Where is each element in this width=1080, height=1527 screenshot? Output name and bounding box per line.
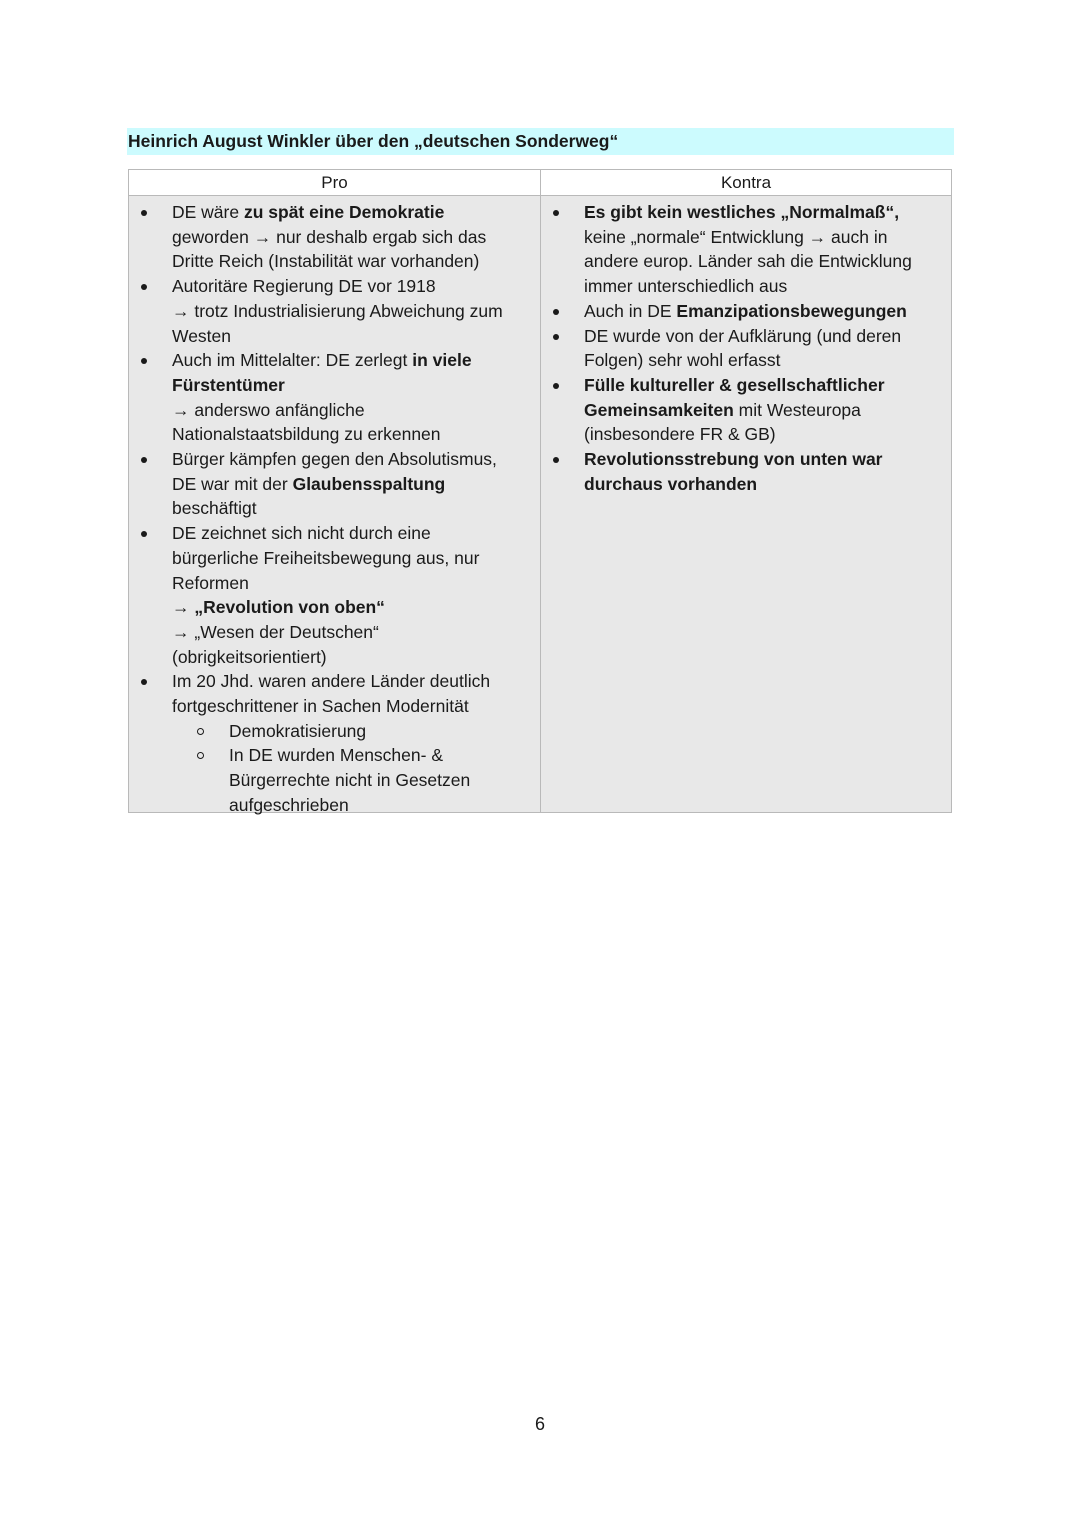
text-line (584, 200, 946, 225)
text-line (172, 496, 534, 521)
text: fortgeschrittener in Sachen Modernität (172, 696, 469, 717)
pro-subitem (172, 719, 534, 744)
text: Nationalstaatsbildung zu erkennen (172, 424, 441, 445)
text: → (172, 597, 195, 618)
text: andere europ. Länder sah die Entwicklung (584, 251, 912, 272)
pro-item (129, 348, 534, 447)
text-line (584, 324, 946, 349)
text-line (172, 225, 534, 250)
text: Auch im Mittelalter: DE zerlegt (172, 350, 413, 371)
text-line (584, 274, 946, 299)
text-line (584, 225, 946, 250)
text-line (172, 422, 534, 447)
bold-text: Revolutionsstrebung von unten war (584, 449, 883, 470)
text-line (172, 398, 534, 423)
text-line (172, 669, 534, 694)
pro-subitem (172, 743, 534, 817)
text-line (229, 793, 534, 818)
text: (obrigkeitsorientiert) (172, 646, 327, 667)
text-line (229, 768, 534, 793)
column-header-kontra: Kontra (541, 170, 951, 196)
text: (insbesondere FR & GB) (584, 424, 776, 445)
column-header-pro: Pro (129, 170, 540, 196)
kontra-item (541, 200, 946, 299)
text-line (172, 645, 534, 670)
text-line (172, 373, 534, 398)
bold-text: Gemeinsamkeiten (584, 399, 734, 420)
text-line (584, 299, 946, 324)
text: DE wäre (172, 202, 244, 222)
text-line (172, 595, 534, 620)
text-line (172, 249, 534, 274)
kontra-item (541, 324, 946, 373)
text-line (172, 324, 534, 349)
bold-text: zu spät eine Demokratie (243, 202, 445, 222)
text: Folgen) sehr wohl erfasst (584, 350, 781, 371)
pro-item (129, 521, 534, 669)
text-line (584, 447, 946, 472)
text-line (584, 398, 946, 423)
bold-text: Emanzipationsbewegungen (676, 300, 907, 321)
text: aufgeschrieben (229, 794, 349, 815)
text: Demokratisierung (229, 720, 367, 741)
text-line (172, 620, 534, 645)
text-line (584, 422, 946, 447)
text-line (172, 200, 534, 225)
text: beschäftigt (172, 498, 257, 519)
text: DE wurde von der Aufklärung (und deren (584, 325, 902, 346)
text-line (172, 546, 534, 571)
text: Auch in DE (584, 300, 677, 321)
page-number: 6 (534, 1414, 545, 1434)
text: Bürger kämpfen gegen den Absolutismus, (172, 449, 497, 470)
text: Westen (172, 325, 232, 346)
kontra-item (541, 447, 946, 496)
text-line (229, 719, 534, 744)
pro-item (129, 274, 534, 348)
text-line (584, 249, 946, 274)
text-line (584, 348, 946, 373)
page-heading: Heinrich August Winkler über den „deutschen Sonderweg“ (127, 128, 954, 155)
text: keine „normale“ Entwicklung → auch in (584, 226, 888, 247)
pro-sublist (172, 719, 534, 818)
text: geworden → nur deshalb ergab sich das (172, 226, 487, 247)
text: DE zeichnet sich nicht durch eine (172, 523, 431, 544)
text: → anderswo anfängliche (172, 399, 365, 420)
text: mit Westeuropa (733, 399, 861, 420)
text-line (584, 472, 946, 497)
pro-item (129, 669, 534, 817)
text-line (229, 743, 534, 768)
bold-text: Fürstentümer (172, 374, 285, 395)
pro-list (129, 200, 534, 818)
text: bürgerliche Freiheitsbewegung aus, nur (172, 547, 480, 568)
text: → trotz Industrialisierung Abweichung zum (172, 300, 503, 321)
pro-item (129, 200, 534, 274)
bold-text: in viele (412, 350, 472, 371)
kontra-item (541, 373, 946, 447)
text-line (172, 521, 534, 546)
pro-item (129, 447, 534, 521)
kontra-list (541, 200, 946, 496)
text: → „Wesen der Deutschen“ (172, 621, 379, 642)
text: In DE wurden Menschen- & (229, 745, 443, 766)
bold-text: Es gibt kein westliches „Normalmaß“, (584, 202, 900, 222)
bold-text: Fülle kultureller & gesellschaftlicher (584, 374, 885, 395)
bold-text: Glaubensspaltung (292, 473, 446, 494)
text: Im 20 Jhd. waren andere Länder deutlich (172, 671, 491, 692)
bold-text: durchaus vorhanden (584, 473, 758, 494)
bold-text: „Revolution von oben“ (194, 597, 385, 618)
text: Reformen (172, 572, 249, 593)
text: Dritte Reich (Instabilität war vorhanden) (172, 251, 480, 272)
text-line (172, 299, 534, 324)
text-line (172, 571, 534, 596)
text: Autoritäre Regierung DE vor 1918 (172, 276, 436, 297)
comparison-table (128, 169, 952, 813)
text-line (172, 472, 534, 497)
text-line (172, 694, 534, 719)
text: immer unterschiedlich aus (584, 276, 788, 297)
text-line (172, 274, 534, 299)
kontra-item (541, 299, 946, 324)
text-line (172, 447, 534, 472)
text: Bürgerrechte nicht in Gesetzen (229, 770, 471, 791)
text: DE war mit der (172, 473, 293, 494)
text-line (584, 373, 946, 398)
text-line (172, 348, 534, 373)
